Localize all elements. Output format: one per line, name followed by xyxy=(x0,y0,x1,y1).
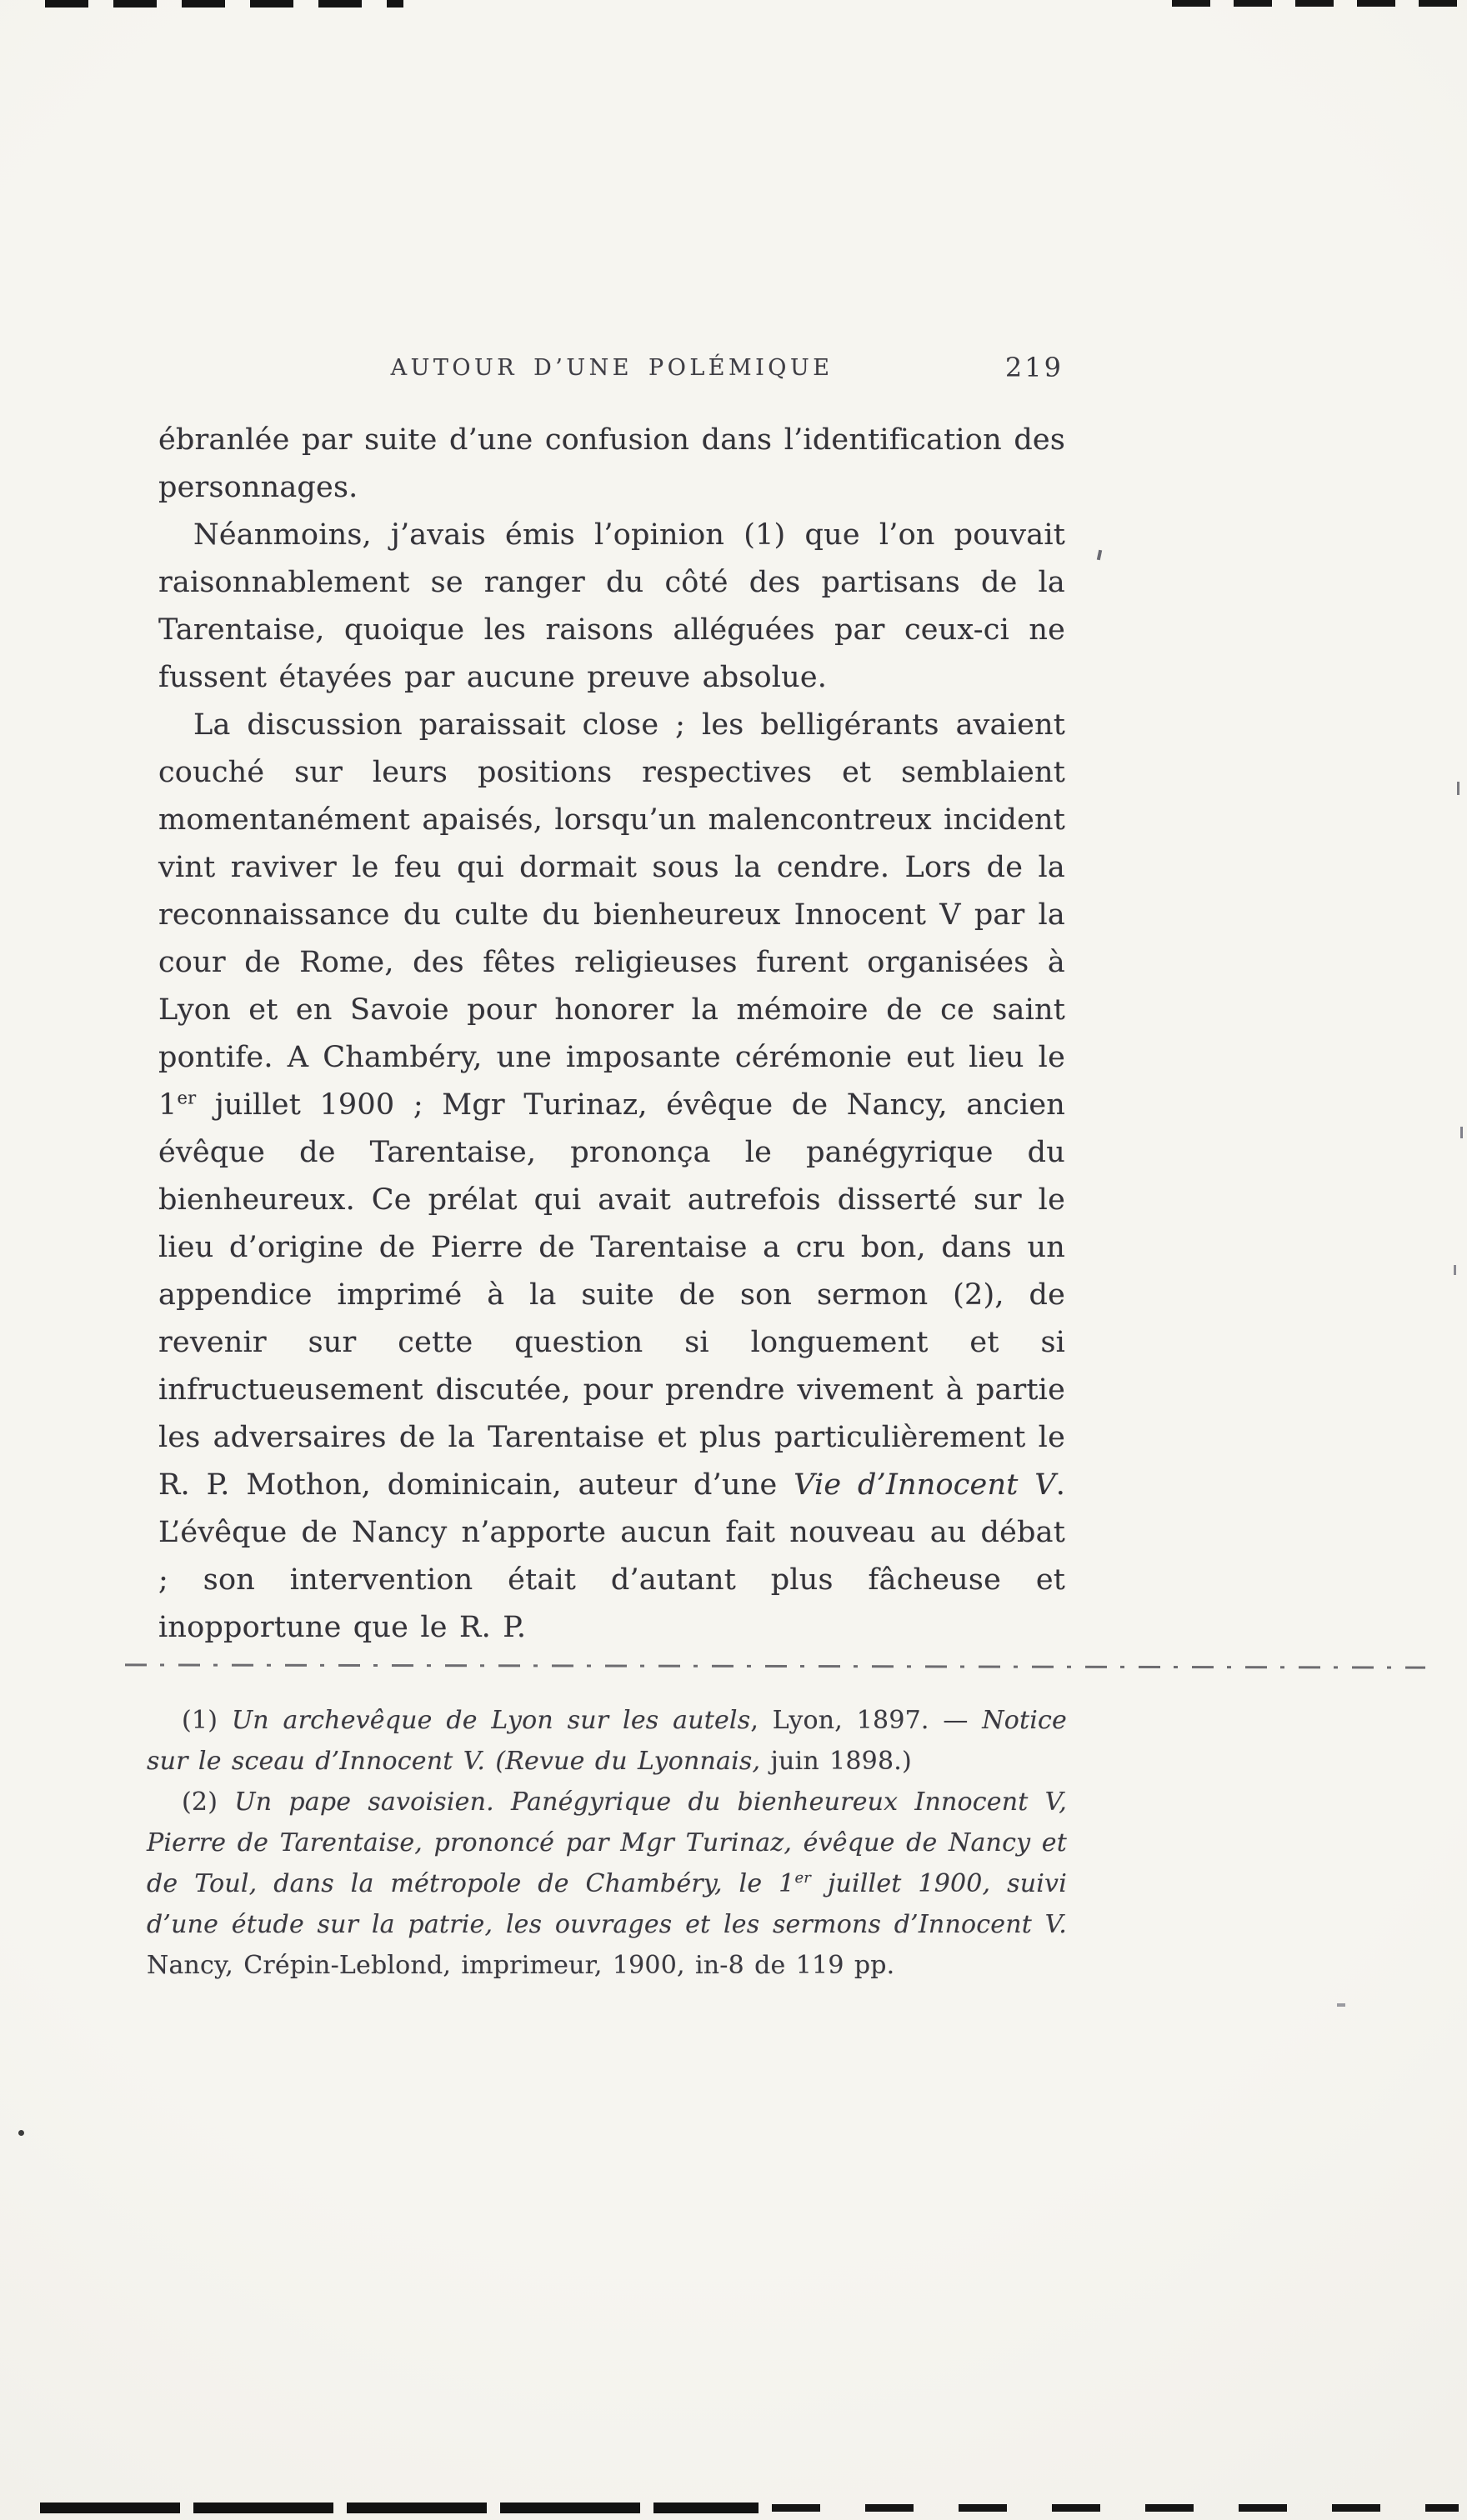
body-text xyxy=(158,417,1065,1652)
text-segment-italic: Vie d’Innocent V xyxy=(794,1468,1056,1502)
footnote xyxy=(147,1782,1067,1986)
scan-artifact-bottom-right xyxy=(772,2504,1459,2512)
scan-speck xyxy=(1460,1127,1463,1138)
text-segment-sup: er xyxy=(177,1088,197,1108)
scan-speck xyxy=(1097,550,1102,561)
scan-artifact-top-right xyxy=(1172,0,1462,7)
text-segment: juin 1898.) xyxy=(760,1747,912,1776)
scan-speck xyxy=(1457,782,1459,795)
text-segment: Néanmoins, j’avais émis l’opinion (1) que l’on pouvait raisonnablement se ranger du côté des partisans de la Tarentaise, quoique les raisons alléguées par ceux-ci ne fussent étayées par aucune preuve absolue. xyxy=(158,518,1065,694)
text-segment-italic: Un pape savoisien. Panégyrique du bienheureux Innocent V, Pierre de Tarentaise, prononcé par Mgr Turinaz, évêque de Nancy et de Toul, dans la métropole de Chambéry, le 1 xyxy=(147,1788,1067,1898)
scan-speck xyxy=(1454,1265,1456,1275)
page-header xyxy=(158,352,1065,392)
text-segment-italic-sup: er xyxy=(794,1869,812,1887)
scan-artifact-top-left xyxy=(45,0,403,8)
text-segment: , Lyon, 1897. — xyxy=(750,1706,983,1735)
text-segment: juillet 1900 ; Mgr Turinaz, évêque de Nancy, ancien évêque de Tarentaise, prononça le panégyrique du bienheureux. Ce prélat qui avait autrefois disserté sur le lieu d’origine de Pierre de Tarentaise a cru bon, dans un appendice imprimé à la suite de son sermon (2), de revenir sur cette question si longuement et si infructueusement discutée, pour prendre vivement à partie les adversaires de la Tarentaise et plus particulièrement le R. P. Mothon, dominicain, auteur d’une xyxy=(158,1088,1065,1502)
text-segment: (1) xyxy=(182,1706,232,1735)
paragraph xyxy=(158,417,1065,512)
text-segment-italic: Un archevêque de Lyon sur les autels xyxy=(231,1706,751,1735)
footnotes xyxy=(147,1700,1067,1986)
scan-speck xyxy=(18,2130,24,2136)
text-segment-italic: juillet 1900, suivi d’une étude sur la patrie, les ouvrages et les sermons d’Innocent V. xyxy=(147,1869,1067,1939)
paragraph xyxy=(158,512,1065,702)
text-segment-italic: Notice sur le sceau d’Innocent V. (Revue du Lyonnais, xyxy=(147,1706,1067,1776)
text-segment: La discussion paraissait close ; les belligérants avaient couché sur leurs positions respectives et semblaient momentanément apaisés, lorsqu’un malencontreux incident vint raviver le feu qui dormait sous la cendre. Lors de la reconnaissance du culte du bienheureux Innocent V par la cour de Rome, des fêtes religieuses furent organisées à Lyon et en Savoie pour honorer la mémoire de ce saint pontife. A Chambéry, une imposante cérémonie eut lieu le 1 xyxy=(158,708,1065,1122)
scan-speck xyxy=(1337,2003,1345,2007)
footnote xyxy=(147,1700,1067,1782)
text-segment: ébranlée par suite d’une confusion dans l’identification des personnages. xyxy=(158,423,1065,504)
page-number: 219 xyxy=(1004,352,1064,383)
text-segment: (2) xyxy=(182,1788,235,1817)
paragraph xyxy=(158,702,1065,1652)
running-title: AUTOUR D’UNE POLÉMIQUE xyxy=(390,355,834,381)
text-segment: Nancy, Crépin-Leblond, imprimeur, 1900, in-8 de 119 pp. xyxy=(147,1951,895,1980)
scan-artifact-bottom-left xyxy=(40,2502,759,2513)
footnote-separator xyxy=(125,1663,1425,1668)
text-segment: . L’évêque de Nancy n’apporte aucun fait nouveau au débat ; son intervention était d’autant plus fâcheuse et inopportune que le R. P. xyxy=(158,1468,1066,1644)
